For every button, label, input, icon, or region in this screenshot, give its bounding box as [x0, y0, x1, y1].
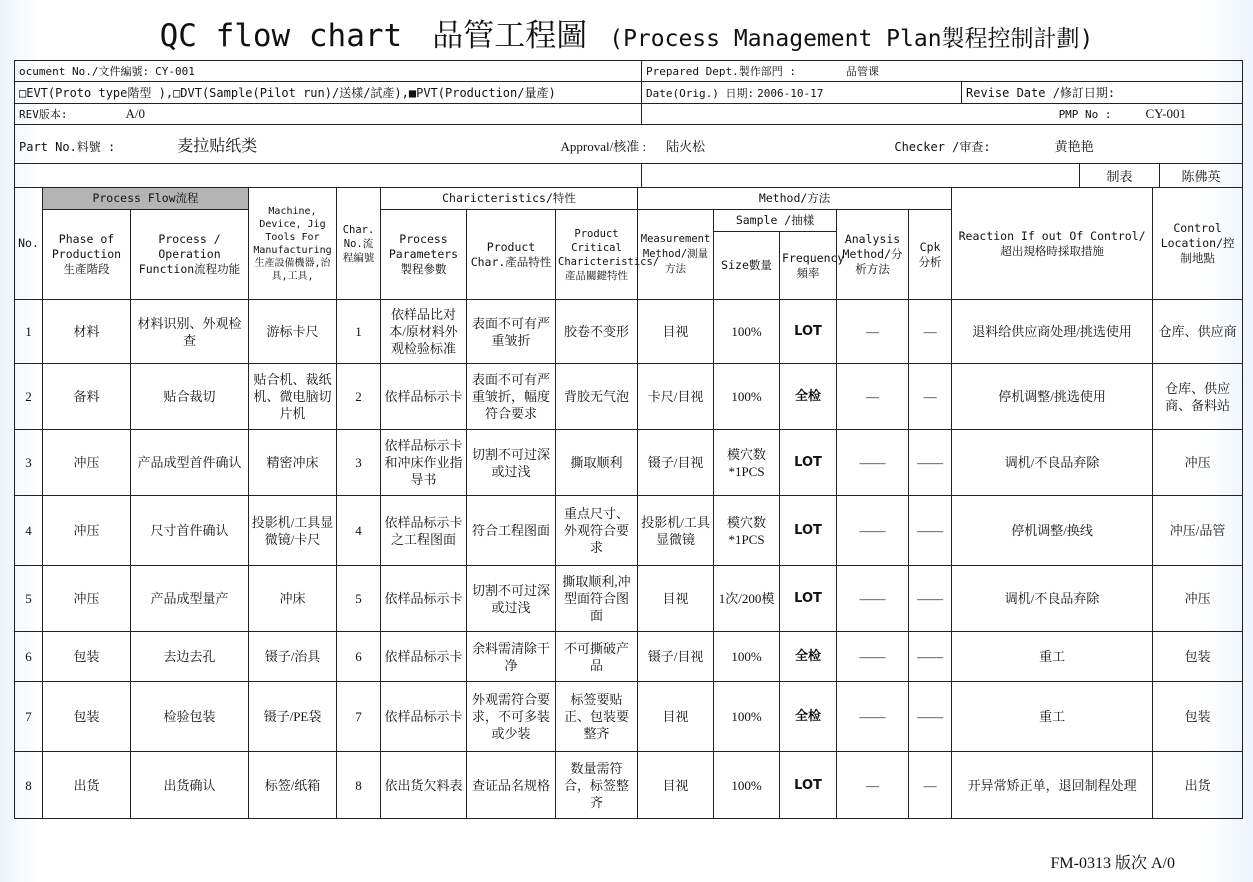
critical-char-cell: 撕取顺利,冲型面符合图面: [556, 566, 638, 632]
frequency-cell: 全检: [780, 364, 837, 430]
col-char-no: Char. No.流程編號: [337, 188, 381, 300]
product-char-cell: 查证品名规格: [467, 752, 556, 819]
operation-cell: 贴合裁切: [131, 364, 249, 430]
machine-cell: 贴合机、裁纸机、微电脑切片机: [249, 364, 337, 430]
process-params-cell: 依样品标示卡: [381, 682, 467, 752]
product-char-cell: 表面不可有严重皱折: [467, 300, 556, 364]
frequency-cell: LOT: [780, 496, 837, 566]
col-size: Size數量: [714, 232, 780, 300]
control-location-cell: 冲压/品管: [1153, 496, 1243, 566]
document-no-cell: ocument No./文件編號: CY-001: [15, 61, 642, 82]
reaction-cell: 调机/不良品弃除: [952, 566, 1153, 632]
reaction-cell: 停机调整/换线: [952, 496, 1153, 566]
col-process-params: Process Parameters 製程參數: [381, 210, 467, 300]
sample-size-cell: 100%: [714, 682, 780, 752]
critical-char-cell: 背胶无气泡: [556, 364, 638, 430]
critical-char-cell: 撕取顺利: [556, 430, 638, 496]
reaction-cell: 重工: [952, 682, 1153, 752]
table-row: [15, 632, 1243, 682]
measurement-cell: 目视: [638, 682, 714, 752]
analysis-cell: —: [837, 752, 909, 819]
col-analysis: Analysis Method/分析方法: [837, 210, 909, 300]
product-char-cell: 外观需符合要求，不可多装或少装: [467, 682, 556, 752]
table-row: [15, 682, 1243, 752]
part-approval-table: [14, 124, 1243, 164]
phase-cell: 包装: [43, 682, 131, 752]
row-no: 1: [15, 300, 43, 364]
form-version: FM-0313 版次 A/0: [1050, 855, 1175, 872]
control-location-cell: 仓库、供应商: [1153, 300, 1243, 364]
critical-char-cell: 标签要贴正、包装要整齐: [556, 682, 638, 752]
date-value: 2006-10-17: [757, 86, 824, 100]
phase-cell: 冲压: [43, 430, 131, 496]
process-params-cell: 依出货欠料表: [381, 752, 467, 819]
col-product-critical: Product Critical Charicteristics/產品關鍵特性: [556, 210, 638, 300]
prepared-value: 品管课: [845, 65, 879, 78]
row-no: 6: [15, 632, 43, 682]
checker-value: 黄艳艳: [1054, 138, 1094, 154]
critical-char-cell: 胶卷不变形: [556, 300, 638, 364]
control-location-cell: 冲压: [1153, 566, 1243, 632]
frequency-cell: LOT: [780, 752, 837, 819]
table-row: [15, 300, 1243, 364]
cpk-cell: ——: [909, 632, 952, 682]
control-location-cell: 出货: [1153, 752, 1243, 819]
sample-size-cell: 100%: [714, 364, 780, 430]
table-row: [15, 364, 1243, 430]
made-by-label: 制表: [1080, 164, 1160, 188]
rev-value: A/0: [125, 106, 145, 121]
machine-cell: 镊子/治具: [249, 632, 337, 682]
col-characteristics: Charicteristics/特性: [381, 188, 638, 210]
sample-size-cell: 100%: [714, 632, 780, 682]
reaction-cell: 调机/不良品弃除: [952, 430, 1153, 496]
reaction-cell: 开异常矫正单，退回制程处理: [952, 752, 1153, 819]
col-product-char: Product Char.產品特性: [467, 210, 556, 300]
analysis-cell: ——: [837, 682, 909, 752]
control-location-cell: 冲压: [1153, 430, 1243, 496]
phase-cell: 冲压: [43, 496, 131, 566]
cpk-cell: ——: [909, 430, 952, 496]
machine-cell: 冲床: [249, 566, 337, 632]
phase-cell: 包装: [43, 632, 131, 682]
process-params-cell: 依样品标示卡: [381, 364, 467, 430]
char-no-cell: 8: [337, 752, 381, 819]
col-measurement: Measurement Method/測量方法: [638, 210, 714, 300]
revise-date-cell: Revise Date /修訂日期:: [962, 82, 1243, 104]
sample-size-cell: 100%: [714, 752, 780, 819]
page-title: [0, 10, 1253, 62]
cpk-cell: ——: [909, 496, 952, 566]
operation-cell: 出货确认: [131, 752, 249, 819]
machine-cell: 投影机/工具显微镜/卡尺: [249, 496, 337, 566]
row-no: 3: [15, 430, 43, 496]
operation-cell: 产品成型首件确认: [131, 430, 249, 496]
phase-cell: 备料: [43, 364, 131, 430]
part-approval-row: Part No.料號 : 麦拉贴纸类 Approval/核准 : 陆火松 Checker /审查: 黄艳艳: [15, 125, 1243, 164]
critical-char-cell: 不可撕破产品: [556, 632, 638, 682]
product-char-cell: 余料需清除干净: [467, 632, 556, 682]
char-no-cell: 7: [337, 682, 381, 752]
measurement-cell: 目视: [638, 300, 714, 364]
phase-checkboxes: □EVT(Proto type階型 ),□DVT(Sample(Pilot run)/送樣/試產),■PVT(Production/量產): [15, 82, 642, 104]
cpk-cell: —: [909, 300, 952, 364]
process-table: [14, 187, 1243, 819]
analysis-cell: ——: [837, 632, 909, 682]
col-sample: Sample /抽樣: [714, 210, 837, 232]
cpk-cell: ——: [909, 566, 952, 632]
col-frequency: Frequency頻率: [780, 232, 837, 300]
reaction-cell: 停机调整/挑选使用: [952, 364, 1153, 430]
machine-cell: 精密冲床: [249, 430, 337, 496]
table-row: [15, 496, 1243, 566]
phase-cell: 材料: [43, 300, 131, 364]
frequency-cell: LOT: [780, 566, 837, 632]
control-location-cell: 包装: [1153, 682, 1243, 752]
col-machine: Machine, Device, Jig Tools For Manufacturing 生產設備機器,治具,工具,: [249, 188, 337, 300]
process-params-cell: 依样品标示卡: [381, 566, 467, 632]
product-char-cell: 切割不可过深或过浅: [467, 566, 556, 632]
phase-cell: 冲压: [43, 566, 131, 632]
reaction-cell: 退料给供应商处理/挑选使用: [952, 300, 1153, 364]
qc-flow-chart-sheet: [14, 60, 1242, 819]
process-params-cell: 依样品标示卡: [381, 632, 467, 682]
made-by-table: [14, 163, 1243, 188]
sample-size-cell: 1次/200模: [714, 566, 780, 632]
char-no-cell: 5: [337, 566, 381, 632]
process-params-cell: 依样品标示卡之工程图面: [381, 496, 467, 566]
cpk-cell: —: [909, 752, 952, 819]
control-location-cell: 仓库、供应商、备料站: [1153, 364, 1243, 430]
prepared-cell: Prepared Dept.製作部門 : 品管课: [642, 61, 1243, 82]
row-no: 8: [15, 752, 43, 819]
row-no: 5: [15, 566, 43, 632]
critical-char-cell: 重点尺寸、外观符合要求: [556, 496, 638, 566]
measurement-cell: 镊子/目视: [638, 430, 714, 496]
analysis-cell: —: [837, 300, 909, 364]
col-process-flow: Process Flow流程: [43, 188, 249, 210]
process-params-cell: 依样品标示卡和冲床作业指导书: [381, 430, 467, 496]
col-cpk: Cpk 分析: [909, 210, 952, 300]
analysis-cell: ——: [837, 430, 909, 496]
col-phase: Phase of Production 生產階段: [43, 210, 131, 300]
analysis-cell: ——: [837, 496, 909, 566]
char-no-cell: 1: [337, 300, 381, 364]
row-no: 7: [15, 682, 43, 752]
col-operation: Process / Operation Function流程功能: [131, 210, 249, 300]
machine-cell: 标签/纸箱: [249, 752, 337, 819]
machine-cell: 游标卡尺: [249, 300, 337, 364]
analysis-cell: —: [837, 364, 909, 430]
char-no-cell: 4: [337, 496, 381, 566]
process-params-cell: 依样品比对本/原材料外观检验标准: [381, 300, 467, 364]
table-row: [15, 566, 1243, 632]
measurement-cell: 镊子/目视: [638, 632, 714, 682]
sample-size-cell: 100%: [714, 300, 780, 364]
critical-char-cell: 数量需符合，标签整齐: [556, 752, 638, 819]
title-english: QC flow chart: [159, 18, 403, 54]
operation-cell: 去边去孔: [131, 632, 249, 682]
approval-value: 陆火松: [666, 138, 706, 154]
sample-size-cell: 模穴数*1PCS: [714, 496, 780, 566]
frequency-cell: LOT: [780, 430, 837, 496]
char-no-cell: 6: [337, 632, 381, 682]
document-no-value: CY-001: [155, 65, 195, 78]
cpk-cell: —: [909, 364, 952, 430]
analysis-cell: ——: [837, 566, 909, 632]
pmp-value: CY-001: [1145, 106, 1186, 121]
col-reaction: Reaction If out Of Control/超出規格時採取措施: [952, 188, 1153, 300]
made-by-value: 陈佛英: [1160, 164, 1243, 188]
table-row: [15, 752, 1243, 819]
process-rows: [15, 300, 1243, 819]
char-no-cell: 2: [337, 364, 381, 430]
reaction-cell: 重工: [952, 632, 1153, 682]
cpk-cell: ——: [909, 682, 952, 752]
frequency-cell: LOT: [780, 300, 837, 364]
col-no: No.: [15, 188, 43, 300]
operation-cell: 材料识别、外观检查: [131, 300, 249, 364]
machine-cell: 镊子/PE袋: [249, 682, 337, 752]
measurement-cell: 投影机/工具显微镜: [638, 496, 714, 566]
col-control-location: Control Location/控制地點: [1153, 188, 1243, 300]
date-cell: Date(Orig.) 日期: 2006-10-17: [642, 82, 962, 104]
phase-cell: 出货: [43, 752, 131, 819]
operation-cell: 产品成型量产: [131, 566, 249, 632]
control-location-cell: 包装: [1153, 632, 1243, 682]
table-row: [15, 430, 1243, 496]
product-char-cell: 切割不可过深或过浅: [467, 430, 556, 496]
operation-cell: 检验包装: [131, 682, 249, 752]
operation-cell: 尺寸首件确认: [131, 496, 249, 566]
char-no-cell: 3: [337, 430, 381, 496]
pmp-cell: PMP No : CY-001: [642, 104, 1243, 125]
measurement-cell: 卡尺/目视: [638, 364, 714, 430]
part-no-value: 麦拉贴纸类: [177, 137, 258, 155]
row-no: 4: [15, 496, 43, 566]
measurement-cell: 目视: [638, 566, 714, 632]
sample-size-cell: 模穴数*1PCS: [714, 430, 780, 496]
product-char-cell: 表面不可有严重皱折，幅度符合要求: [467, 364, 556, 430]
header-table: [14, 60, 1243, 125]
frequency-cell: 全检: [780, 682, 837, 752]
rev-cell: REV版本: A/0: [15, 104, 642, 125]
product-char-cell: 符合工程图面: [467, 496, 556, 566]
title-subtitle: (Process Management Plan製程控制計劃): [609, 26, 1094, 52]
title-chinese: 品管工程圖: [432, 18, 588, 54]
frequency-cell: 全检: [780, 632, 837, 682]
row-no: 2: [15, 364, 43, 430]
measurement-cell: 目视: [638, 752, 714, 819]
col-method: Method/方法: [638, 188, 952, 210]
